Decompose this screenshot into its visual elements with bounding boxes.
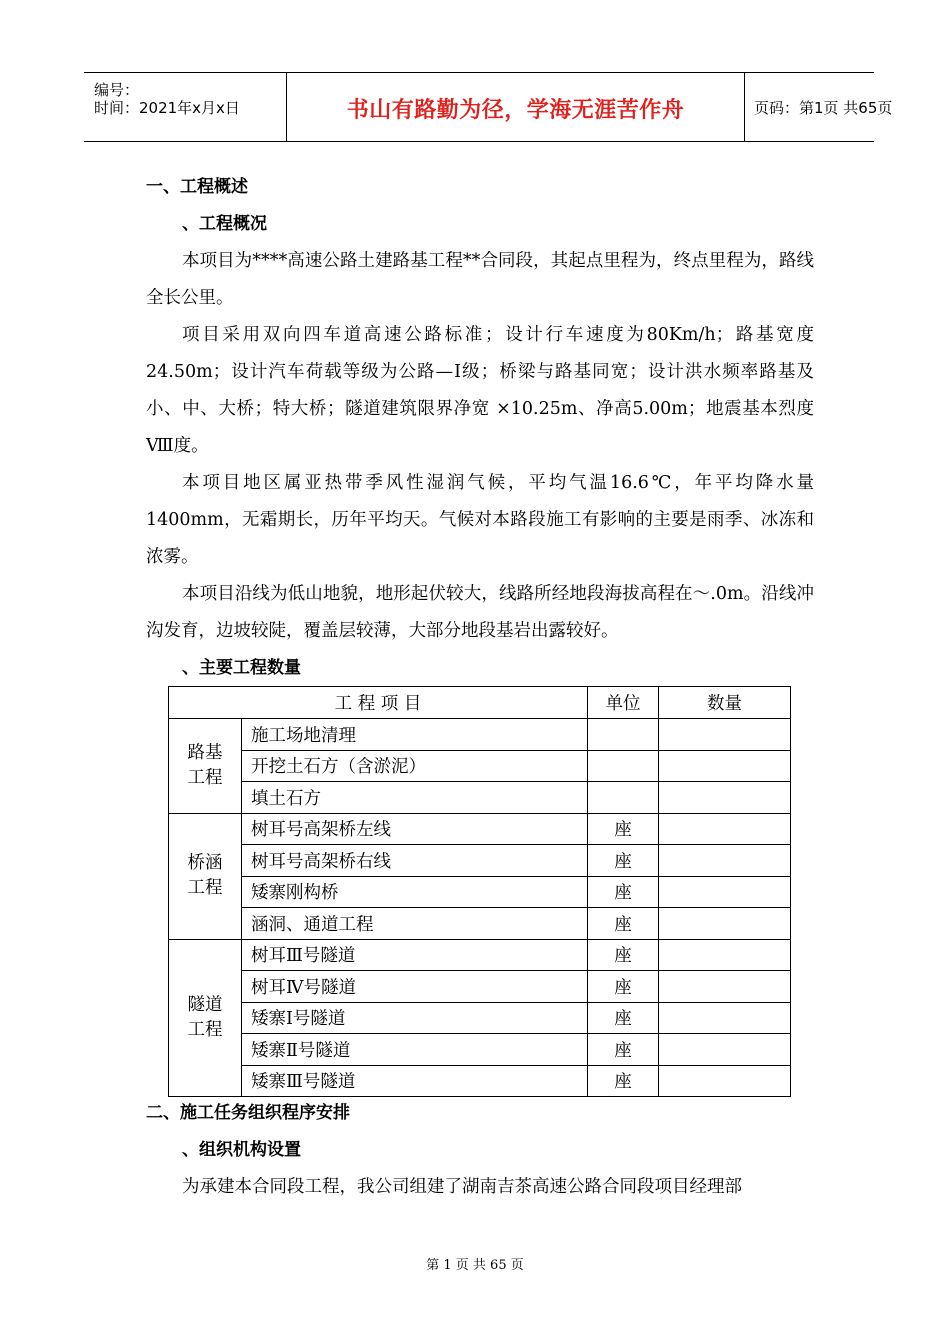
header-meta-cell bbox=[84, 73, 286, 141]
qty-cell bbox=[659, 750, 791, 782]
header-qty: 数量 bbox=[659, 687, 791, 719]
section-2-title: 二、施工任务组织程序安排 bbox=[146, 1103, 350, 1123]
table-row bbox=[169, 939, 791, 971]
unit-cell: 座 bbox=[588, 939, 659, 971]
paragraph: 本项目地区属亚热带季风性湿润气候，平均气温16.6℃，年平均降水量1400mm，无霜期长，历年平均天。气候对本路段施工有影响的主要是雨季、冰冻和浓雾。 bbox=[146, 473, 814, 567]
section-1 bbox=[146, 169, 814, 687]
section-1-title: 一、工程概述 bbox=[146, 177, 248, 197]
unit-cell bbox=[588, 719, 659, 751]
qty-cell bbox=[659, 813, 791, 845]
item-cell: 树耳号高架桥右线 bbox=[242, 845, 588, 877]
unit-cell: 座 bbox=[588, 845, 659, 877]
group-label-line: 工程 bbox=[187, 878, 223, 898]
group-label-line: 隧道 bbox=[187, 994, 223, 1015]
subsection-quantities-title: 、主要工程数量 bbox=[182, 658, 301, 678]
table-row bbox=[169, 876, 791, 908]
qty-cell bbox=[659, 719, 791, 751]
item-cell: 施工场地清理 bbox=[242, 719, 588, 751]
qty-cell bbox=[659, 971, 791, 1003]
motto: 书山有路勤为径，学海无涯苦作舟 bbox=[346, 98, 685, 123]
paragraph: 本项目沿线为低山地貌，地形起伏较大，线路所经地段海拔高程在～.0m。沿线冲沟发育，边坡较陡，覆盖层较薄，大部分地段基岩出露较好。 bbox=[146, 584, 814, 641]
table-row bbox=[169, 719, 791, 751]
table-header-row bbox=[169, 687, 791, 719]
item-cell: 树耳号高架桥左线 bbox=[242, 813, 588, 845]
qty-cell bbox=[659, 1065, 791, 1097]
header-item: 工 程 项 目 bbox=[169, 687, 588, 719]
page-info: 页码：第1页 共65页 bbox=[754, 99, 893, 117]
table-row bbox=[169, 1002, 791, 1034]
item-cell: 涵洞、通道工程 bbox=[242, 908, 588, 940]
group-label-line: 工程 bbox=[187, 1019, 223, 1040]
item-cell: 矮寨Ⅲ号隧道 bbox=[242, 1065, 588, 1097]
page-header bbox=[84, 72, 893, 142]
table-row bbox=[169, 971, 791, 1003]
serial-label: 编号： bbox=[94, 81, 140, 99]
unit-cell: 座 bbox=[588, 1002, 659, 1034]
qty-cell bbox=[659, 939, 791, 971]
subsection-organization-title: 、组织机构设置 bbox=[182, 1140, 301, 1160]
table-row bbox=[169, 845, 791, 877]
group-cell-subgrade bbox=[169, 719, 242, 814]
quantities-table bbox=[168, 686, 791, 1097]
unit-cell: 座 bbox=[588, 1034, 659, 1066]
table-row bbox=[169, 750, 791, 782]
table-row bbox=[169, 1065, 791, 1097]
header-motto-cell bbox=[286, 73, 745, 141]
unit-cell: 座 bbox=[588, 813, 659, 845]
header-unit: 单位 bbox=[588, 687, 659, 719]
paragraph: 本项目为****高速公路土建路基工程**合同段，其起点里程为，终点里程为，路线全长公里。 bbox=[146, 251, 814, 308]
table-row bbox=[169, 1034, 791, 1066]
qty-cell bbox=[659, 1034, 791, 1066]
item-cell: 树耳Ⅲ号隧道 bbox=[242, 939, 588, 971]
item-cell: 矮寨Ⅰ号隧道 bbox=[242, 1002, 588, 1034]
item-cell: 矮寨刚构桥 bbox=[242, 876, 588, 908]
unit-cell: 座 bbox=[588, 1065, 659, 1097]
subsection-overview-title: 、工程概况 bbox=[182, 214, 267, 234]
table-row bbox=[169, 908, 791, 940]
table-row bbox=[169, 813, 791, 845]
unit-cell: 座 bbox=[588, 971, 659, 1003]
table-row bbox=[169, 782, 791, 814]
item-cell: 矮寨Ⅱ号隧道 bbox=[242, 1034, 588, 1066]
group-label-line: 桥涵 bbox=[187, 853, 223, 873]
qty-cell bbox=[659, 1002, 791, 1034]
item-cell: 树耳Ⅳ号隧道 bbox=[242, 971, 588, 1003]
qty-cell bbox=[659, 908, 791, 940]
qty-cell bbox=[659, 876, 791, 908]
paragraph: 项目采用双向四车道高速公路标准；设计行车速度为80Km/h；路基宽度24.50m；设计汽车荷载等级为公路—Ⅰ级；桥梁与路基同宽；设计洪水频率路基及小、中、大桥；特大桥；隧道建筑限界净宽 ×10.25m、净高5.00m；地震基本烈度Ⅷ度。 bbox=[146, 325, 814, 456]
item-cell: 填土石方 bbox=[242, 782, 588, 814]
group-label-line: 工程 bbox=[187, 767, 223, 788]
header-page-cell bbox=[744, 73, 893, 141]
unit-cell: 座 bbox=[588, 908, 659, 940]
item-cell: 开挖土石方（含淤泥） bbox=[242, 750, 588, 782]
unit-cell bbox=[588, 750, 659, 782]
paragraph: 为承建本合同段工程，我公司组建了湖南吉茶高速公路合同段项目经理部 bbox=[182, 1177, 742, 1197]
group-cell-bridges bbox=[169, 813, 242, 939]
page-footer: 第 1 页 共 65 页 bbox=[426, 1258, 524, 1273]
qty-cell bbox=[659, 845, 791, 877]
group-cell-tunnels bbox=[169, 939, 242, 1097]
section-2 bbox=[146, 1095, 814, 1206]
qty-cell bbox=[659, 782, 791, 814]
unit-cell: 座 bbox=[588, 876, 659, 908]
unit-cell bbox=[588, 782, 659, 814]
date-label: 时间：2021年x月x日 bbox=[94, 99, 240, 117]
group-label-line: 路基 bbox=[187, 742, 223, 763]
